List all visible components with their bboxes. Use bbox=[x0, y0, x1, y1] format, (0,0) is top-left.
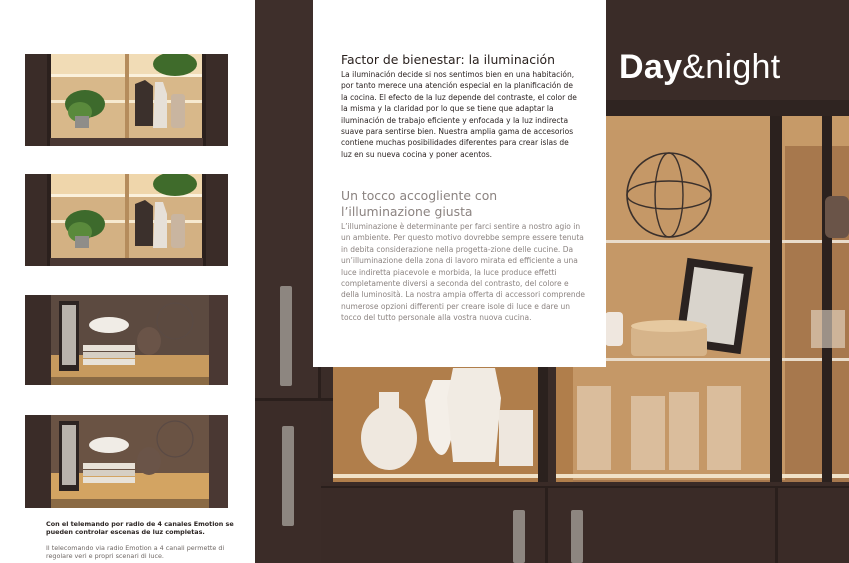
thumbnail-shelf-lit-1 bbox=[25, 54, 228, 146]
brand-word-night: &night bbox=[682, 48, 781, 86]
thumbnail-shelf-books-2 bbox=[25, 415, 228, 508]
thumbnail-shelf-lit-2 bbox=[25, 174, 228, 266]
article-title-spanish: Factor de bienestar: la iluminación bbox=[341, 52, 555, 67]
brand-logo-day-and-night bbox=[619, 48, 781, 87]
article-body-italian: L’illuminazione è determinante per farci sentire a nostro agio in un ambiente. Per questo motivo dovrebbe sempre essere tenuta in debita considerazione nella progetta-zione delle cucine. Da un’illuminazione della zona di lavoro mirata ed efficiente a una luce indiretta piacevole e morbida, la luce produce effetti completamente diversi a seconda del contrasto, del colore e della luminosità. La nostra ampia offerta di accessori comprende numerose opzioni differenti per creare isole di luce e dare un tocco del tutto personale alla vostra nuova cucina. bbox=[341, 222, 585, 323]
thumbnail-shelf-books-1 bbox=[25, 295, 228, 385]
article-title-italian: Un tocco accogliente con l’illuminazione giusta bbox=[341, 188, 498, 219]
caption-italian: Il telecomando via radio Emotion a 4 canali permette di regolare veri e propri scenari di luce. bbox=[46, 544, 225, 560]
article-textbox bbox=[313, 0, 606, 367]
article-body-spanish: La iluminación decide si nos sentimos bien en una habitación, por tanto merece una atención especial en la planificación de la cocina. El efecto de la luz depende del contraste, el color de la misma y la claridad por lo que se tiene que adaptar la iluminación de trabajo eficiente y enfocada y la luz indirecta suave para sentirse bien. Nuestra amplia gama de accesorios contiene muchas posibilidades diferentes para crear islas de luz en su nueva cocina y poner acentos. bbox=[341, 70, 577, 159]
caption-spanish: Con el telemando por radio de 4 canales Emotion se pueden controlar escenas de luz completas. bbox=[46, 520, 234, 536]
brand-word-day: Day bbox=[619, 48, 683, 86]
